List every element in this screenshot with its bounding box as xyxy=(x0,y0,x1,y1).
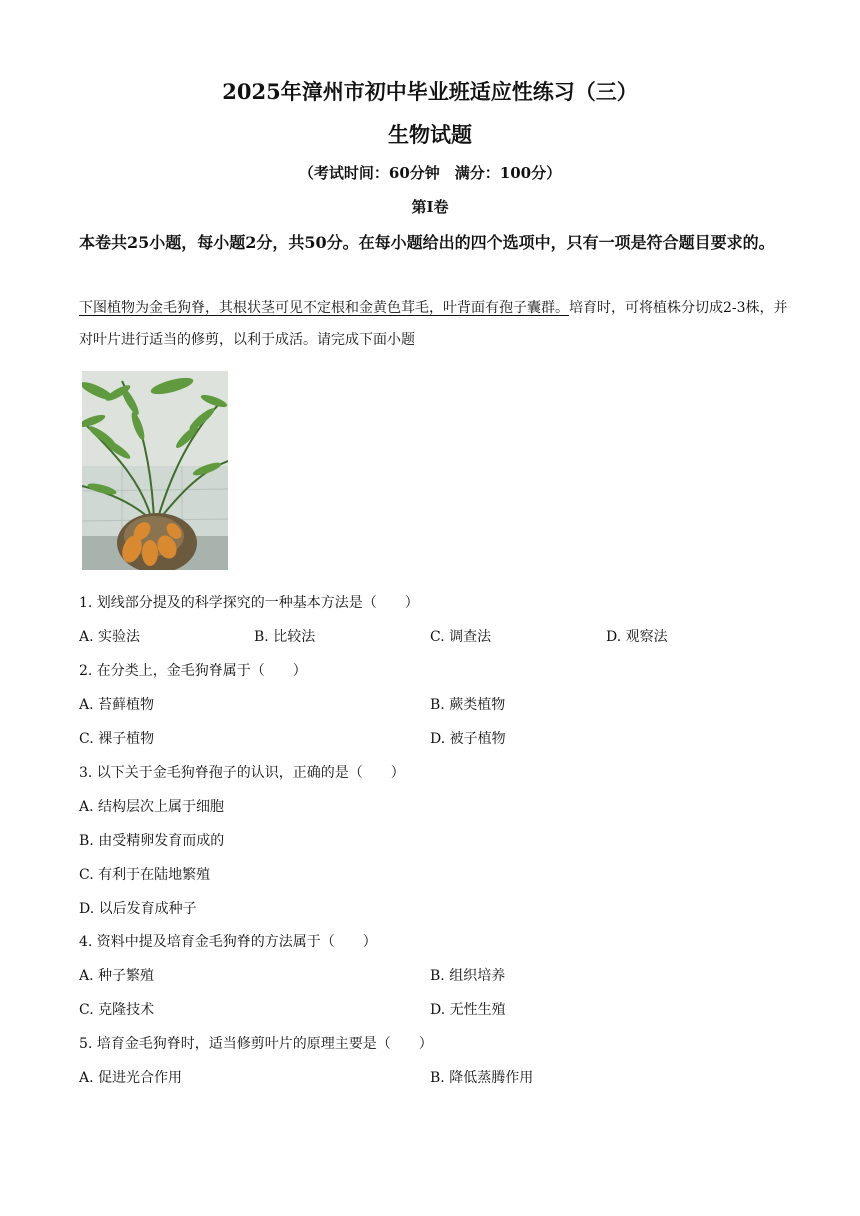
q4-option-b: B. 组织培养 xyxy=(430,968,506,984)
exam-title: 2025年漳州市初中毕业班适应性练习（三） xyxy=(222,79,638,104)
fern-photo xyxy=(82,371,228,570)
material-rest: 培育时，可将植株分切成2-3株，并对叶片进行适当的修剪，以利于成活。请完成下面小题 xyxy=(79,300,788,348)
subject-title: 生物试题 xyxy=(388,122,472,147)
q4-option-a: A. 种子繁殖 xyxy=(79,968,155,984)
material-underlined: 下图植物为金毛狗脊，其根状茎可见不定根和金黄色茸毛，叶背面有孢子囊群。 xyxy=(79,300,569,316)
q3-option-b: B. 由受精卵发育而成的 xyxy=(79,833,225,849)
q2-option-b: B. 蕨类植物 xyxy=(430,697,506,713)
q2-option-d: D. 被子植物 xyxy=(430,731,506,747)
fern-image xyxy=(82,371,228,570)
q4-option-d: D. 无性生殖 xyxy=(430,1002,506,1018)
q2-option-c: C. 裸子植物 xyxy=(79,731,155,747)
q3-option-c: C. 有利于在陆地繁殖 xyxy=(79,867,211,883)
q1-option-d: D. 观察法 xyxy=(606,629,668,645)
question-5-stem: 5. 培育金毛狗脊时，适当修剪叶片的原理主要是（ ） xyxy=(79,1036,433,1052)
exam-info: （考试时间：60分钟 满分：100分） xyxy=(298,164,562,182)
q3-option-d: D. 以后发育成种子 xyxy=(79,901,197,917)
question-1-stem: 1. 划线部分提及的科学探究的一种基本方法是（ ） xyxy=(79,595,419,611)
instructions: 本卷共25小题，每小题2分，共50分。在每小题给出的四个选项中，只有一项是符合题目要求的。 xyxy=(79,233,775,252)
q1-option-c: C. 调查法 xyxy=(430,629,492,645)
q1-option-b: B. 比较法 xyxy=(254,629,316,645)
question-2-stem: 2. 在分类上，金毛狗脊属于（ ） xyxy=(79,663,307,679)
q2-option-a: A. 苔藓植物 xyxy=(79,697,155,713)
part-title: 第Ⅰ卷 xyxy=(411,198,449,216)
q3-option-a: A. 结构层次上属于细胞 xyxy=(79,799,225,815)
question-3-stem: 3. 以下关于金毛狗脊孢子的认识，正确的是（ ） xyxy=(79,765,405,781)
q5-option-a: A. 促进光合作用 xyxy=(79,1070,183,1086)
q5-option-b: B. 降低蒸腾作用 xyxy=(430,1070,534,1086)
question-4-stem: 4. 资料中提及培育金毛狗脊的方法属于（ ） xyxy=(79,934,377,950)
q1-option-a: A. 实验法 xyxy=(79,629,141,645)
q4-option-c: C. 克隆技术 xyxy=(79,1002,155,1018)
material-text xyxy=(79,292,789,356)
